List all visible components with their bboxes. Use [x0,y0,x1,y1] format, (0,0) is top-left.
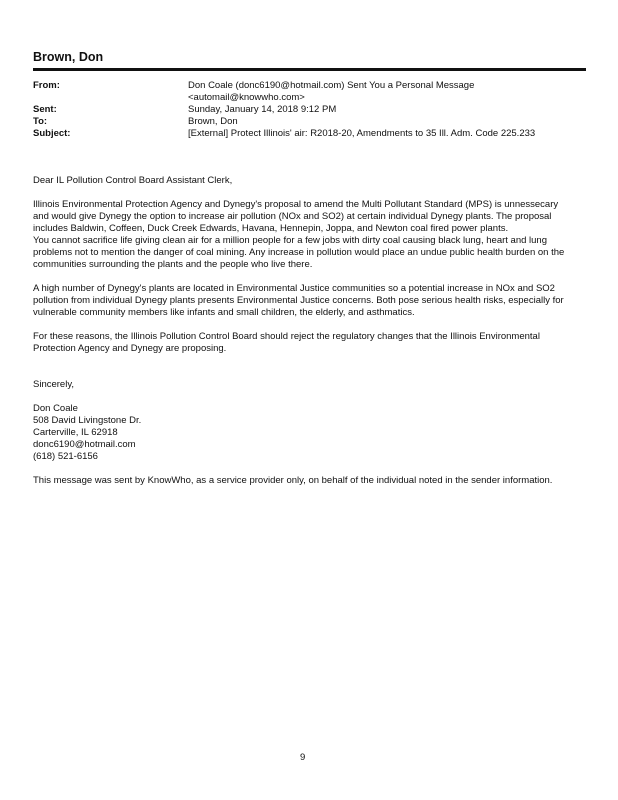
header-row-subject [33,128,583,140]
sent-label: Sent: [33,104,57,115]
salutation: Dear IL Pollution Control Board Assistant Clerk, [33,175,233,186]
from-address-value: <automail@knowwho.com> [188,92,305,103]
to-value: Brown, Don [188,116,238,127]
header-divider [33,68,586,71]
subject-value: [External] Protect Illinois' air: R2018-20, Amendments to 35 Ill. Adm. Code 225.233 [188,128,536,139]
signature-name: Don Coale [33,403,78,414]
body-paragraph-3: A high number of Dynegy's plants are located in Environmental Justice communities so a potential increase in NOx and SO2 pollution from individual Dynegy plants presents Environmental Justice concerns. Both pose serious health risks, especially for vulnerable community members like infants and small children, the elderly, and asthmatics. [33,283,564,318]
subject-label: Subject: [33,128,71,139]
body-paragraph-4: For these reasons, the Illinois Pollution Control Board should reject the regulatory changes that the Illinois Environmental Protection Agency and Dynegy are proposing. [33,331,540,354]
sender-name: Brown, Don [33,50,104,64]
signature-block [33,403,573,463]
header-row-to [33,116,583,128]
message-body [33,175,573,487]
from-label: From: [33,80,60,91]
signature-email: donc6190@hotmail.com [33,439,136,450]
header-row-from-address [33,92,583,104]
from-value: Don Coale (donc6190@hotmail.com) Sent You a Personal Message [188,80,475,91]
body-paragraph-1: Illinois Environmental Protection Agency and Dynegy's proposal to amend the Multi Pollutant Standard (MPS) is unnessecary and would give Dynegy the option to increase air pollution (NOx and SO2) at certain individual Dynegy plants. The proposal includes Baldwin, Coffeen, Duck Creek Edwards, Havana, Hennepin, Joppa, and Newton coal fired power plants. [33,199,559,234]
from-address-label [33,92,188,104]
signature-phone: (618) 521-6156 [33,451,98,462]
sent-value: Sunday, January 14, 2018 9:12 PM [188,104,337,115]
signature-street: 508 David Livingstone Dr. [33,415,142,426]
to-label: To: [33,116,48,127]
email-header [33,80,583,140]
signature-city: Carterville, IL 62918 [33,427,118,438]
closing: Sincerely, [33,379,75,390]
footer-note: This message was sent by KnowWho, as a service provider only, on behalf of the individual noted in the sender information. [33,475,553,486]
header-row-sent [33,104,583,116]
header-row-from [33,80,583,92]
body-paragraph-2: You cannot sacrifice life giving clean air for a million people for a few jobs with dirty coal causing black lung, heart and lung problems not to mention the danger of coal mining. Any increase in pollution would place an undue public health burden on the communities surrounding the plants and the people who live there. [33,235,565,270]
page-number: 9 [300,752,306,763]
